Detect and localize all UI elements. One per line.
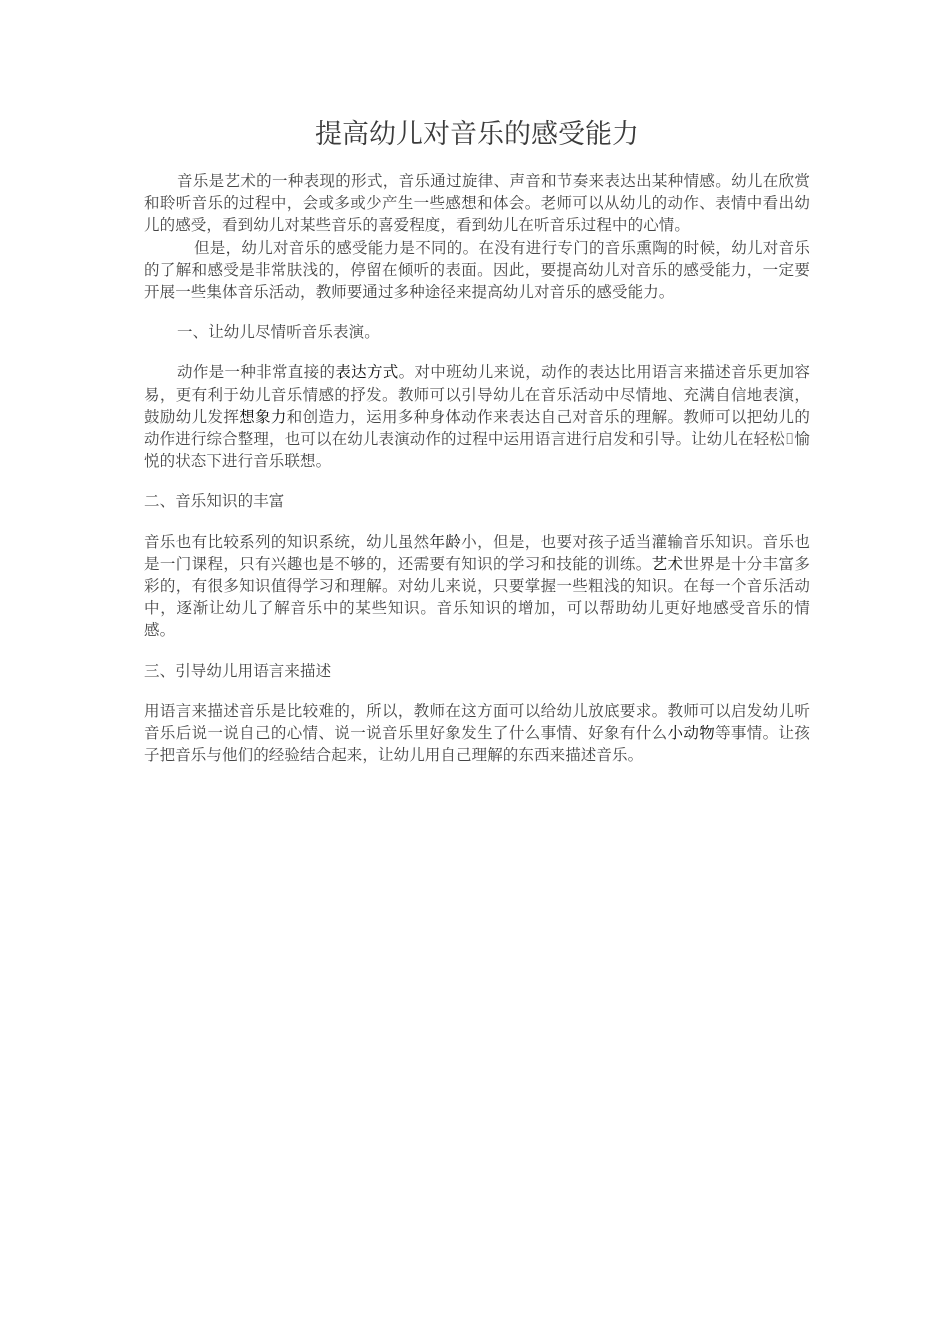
missing-glyph: ⌷ — [784, 430, 795, 449]
paragraph-text: 动作是一种非常直接的 — [177, 363, 336, 382]
paragraph-ability: 但是，幼儿对音乐的感受能力是不同的。在没有进行专门的音乐熏陶的时候，幼儿对音乐的了解和感受是非常肤浅的，停留在倾听的表面。因此，要提高幼儿对音乐的感受能力，一定要开展一些集体音乐活动，教师要通过多种途径来提高幼儿对音乐的感受能力。 — [144, 238, 810, 302]
paragraph-text: 愉悦的状态下进行音乐联想。 — [144, 430, 810, 471]
paragraph-knowledge — [144, 531, 810, 642]
paragraph-text: 和创造力，运用多种身体动作来表达自己对音乐的理解。教师可以把幼儿的动作进行综合整理，也可以在幼儿表演动作的过程中运用语言进行启发和引导。让幼儿在轻松 — [144, 407, 810, 449]
keyword-link[interactable]: 表达方式 — [335, 363, 399, 382]
paragraph-text: 小，但是，也要对孩子适当灌输音乐知识。音乐也是一门课程，只有兴趣也是不够的，还需要有知识的学习和技能的训练。 — [144, 532, 811, 573]
paragraph-text: 等事情。让孩子把音乐与他们的经验结合起来，让幼儿用自己理解的东西来描述音乐。 — [144, 724, 810, 765]
keyword-link[interactable]: 年龄 — [429, 532, 462, 551]
paragraph-text: 。对中班幼儿来说，动作的表达比用语言来描述音乐更加容易，更有利于幼儿音乐情感的抒发。教师可以引导幼儿在音乐活动中尽情地、充满自信地表演，鼓励幼儿发挥 — [144, 363, 810, 426]
keyword-link[interactable]: 想象力 — [239, 407, 287, 426]
paragraph-text: 世界是十分丰富多彩的，有很多知识值得学习和理解。对幼儿来说，只要掌握一些粗浅的知识。在每一个音乐活动中，逐渐让幼儿了解音乐中的某些知识。音乐知识的增加，可以帮助幼儿更好地感受音乐的情感。 — [144, 554, 811, 640]
section-heading-2: 二、音乐知识的丰富 — [144, 492, 285, 511]
section-heading-3: 三、引导幼儿用语言来描述 — [144, 661, 332, 680]
document-body — [144, 170, 810, 766]
paragraph-language — [144, 700, 810, 767]
keyword-link[interactable]: 小动物 — [667, 724, 716, 743]
section-heading-1: 一、让幼儿尽情听音乐表演。 — [177, 323, 380, 342]
document-title: 提高幼儿对音乐的感受能力 — [315, 119, 639, 150]
keyword-link[interactable]: 艺术 — [651, 554, 684, 573]
document-page — [144, 0, 810, 1344]
paragraph-intro: 音乐是艺术的一种表现的形式，音乐通过旋律、声音和节奏来表达出某种情感。幼儿在欣赏和聆听音乐的过程中，会或多或少产生一些感想和体会。老师可以从幼儿的动作、表情中看出幼儿的感受，看到幼儿对某些音乐的喜爱程度，看到幼儿在听音乐过程中的心情。 — [144, 172, 810, 235]
paragraph-performance — [144, 361, 810, 472]
paragraph-text: 用语言来描述音乐是比较难的，所以，教师在这方面可以给幼儿放底要求。教师可以启发幼儿听音乐后说一说自己的心情、说一说音乐里好象发生了什么事情、好象有什么 — [144, 701, 810, 743]
paragraph-text: 音乐也有比较系列的知识系统，幼儿虽然 — [144, 532, 430, 551]
